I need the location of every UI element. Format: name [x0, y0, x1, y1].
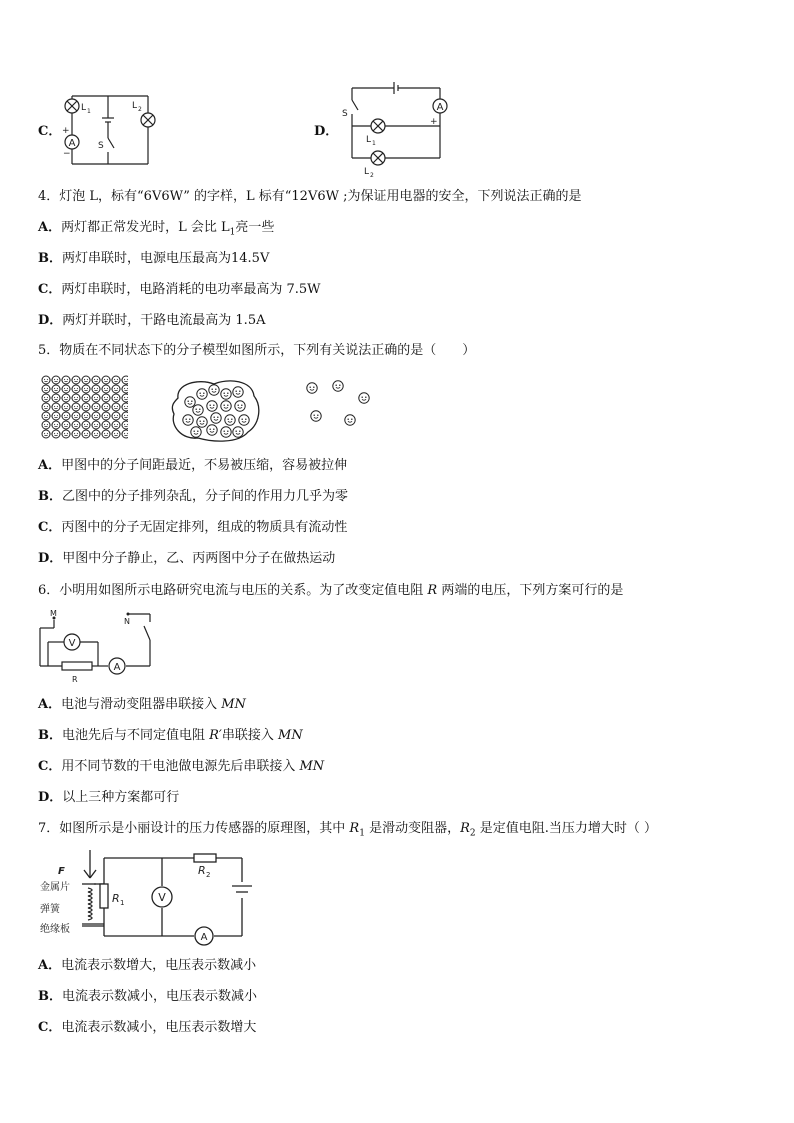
gas-molecule-model	[298, 380, 378, 430]
molecule-icon	[185, 397, 195, 407]
molecule-icon	[42, 385, 50, 393]
molecule-icon	[82, 385, 90, 393]
rheostat-r1-icon	[100, 884, 108, 908]
molecule-icon	[72, 403, 80, 411]
molecule-icon	[62, 430, 70, 438]
molecule-icon	[52, 430, 60, 438]
molecule-icon	[197, 417, 207, 427]
molecule-icon	[42, 403, 50, 411]
molecule-icon	[102, 394, 110, 402]
svg-text:F: F	[58, 866, 65, 877]
molecule-icon	[112, 376, 120, 384]
molecule-icon	[112, 403, 120, 411]
molecule-icon	[207, 401, 217, 411]
q4-option-d: D．两灯并联时，干路电流最高为 1.5A	[38, 313, 266, 328]
svg-text:弹簧: 弹簧	[40, 904, 60, 915]
molecule-icon	[122, 376, 128, 384]
ammeter-icon	[109, 658, 125, 674]
q3-option-d-label: D．	[314, 124, 339, 139]
lamp-l2-icon	[371, 151, 385, 165]
molecule-icon	[183, 415, 193, 425]
molecule-icon	[233, 427, 243, 437]
svg-text:2: 2	[206, 871, 211, 879]
svg-text:A: A	[113, 662, 121, 673]
molecule-icon	[72, 430, 80, 438]
molecule-icon	[82, 421, 90, 429]
molecule-icon	[102, 385, 110, 393]
q4-stem: 4．灯泡 L，标有“6V6W” 的字样，L 标有“12V6W ;为保证用电器的安全，下列说法正确的是	[38, 189, 582, 204]
molecule-icon	[92, 385, 100, 393]
molecule-icon	[72, 394, 80, 402]
molecule-icon	[92, 412, 100, 420]
molecule-icon	[102, 412, 110, 420]
molecule-icon	[62, 394, 70, 402]
molecule-icon	[42, 421, 50, 429]
molecule-icon	[42, 412, 50, 420]
resistor-r2-icon	[194, 854, 216, 862]
ammeter-icon	[65, 135, 79, 149]
svg-text:−: −	[63, 149, 71, 159]
molecule-icon	[209, 385, 219, 395]
q6-option-d: D．以上三种方案都可行	[38, 790, 180, 805]
molecule-icon	[307, 383, 317, 393]
molecule-icon	[359, 393, 369, 403]
q5-option-d: D．甲图中分子静止，乙、丙两图中分子在做热运动	[38, 551, 336, 566]
molecule-icon	[191, 427, 201, 437]
voltmeter-icon	[64, 634, 80, 650]
q6-circuit	[36, 608, 166, 686]
molecule-icon	[62, 376, 70, 384]
q4-option-b: B．两灯串联时，电源电压最高为14.5V	[38, 251, 270, 266]
svg-text:A: A	[200, 932, 208, 943]
ammeter-icon	[433, 99, 447, 113]
molecule-icon	[122, 394, 128, 402]
molecule-icon	[42, 430, 50, 438]
svg-text:绝缘板: 绝缘板	[40, 924, 70, 935]
svg-text:R: R	[198, 864, 206, 877]
molecule-icon	[82, 412, 90, 420]
molecule-icon	[221, 401, 231, 411]
lamp-l1-icon	[65, 99, 79, 113]
molecule-icon	[92, 403, 100, 411]
molecule-icon	[102, 403, 110, 411]
molecule-icon	[112, 385, 120, 393]
molecule-icon	[311, 411, 321, 421]
molecule-icon	[102, 376, 110, 384]
molecule-icon	[122, 421, 128, 429]
q4-option-c: C．两灯串联时，电路消耗的电功率最高为 7.5W	[38, 282, 321, 297]
q7-stem: 7．如图所示是小丽设计的压力传感器的原理图，其中 $R_1$ 是滑动变阻器，$R_2$ 是定值电阻.当压力增大时（ ）	[38, 821, 658, 839]
molecule-icon	[112, 412, 120, 420]
q5-option-a: A．甲图中的分子间距最近，不易被压缩，容易被拉伸	[38, 458, 348, 473]
molecule-icon	[52, 394, 60, 402]
molecule-icon	[112, 394, 120, 402]
q6-option-b: B．电池先后与不同定值电阻 R′串联接入 MN	[38, 728, 303, 743]
resistor-icon	[62, 662, 92, 670]
liquid-molecule-model	[168, 376, 264, 446]
molecule-icon	[92, 430, 100, 438]
molecule-icon	[62, 403, 70, 411]
q3-circuit-d	[334, 78, 454, 178]
svg-text:1: 1	[372, 140, 376, 147]
svg-text:金属片: 金属片	[40, 882, 70, 893]
molecule-icon	[122, 430, 128, 438]
molecule-icon	[122, 385, 128, 393]
molecule-icon	[225, 415, 235, 425]
q6-stem: 6．小明用如图所示电路研究电流与电压的关系。为了改变定值电阻 R 两端的电压，下列方案可行的是	[38, 583, 624, 598]
molecule-icon	[239, 415, 249, 425]
molecule-icon	[82, 430, 90, 438]
svg-text:S: S	[342, 109, 348, 119]
molecule-icon	[102, 430, 110, 438]
svg-text:L: L	[81, 103, 87, 113]
molecule-icon	[62, 412, 70, 420]
voltmeter-icon	[152, 887, 172, 907]
molecule-icon	[345, 415, 355, 425]
molecule-icon	[102, 421, 110, 429]
q3-circuit-c	[58, 86, 158, 168]
q5-option-c: C．丙图中的分子无固定排列，组成的物质具有流动性	[38, 520, 348, 535]
molecule-icon	[122, 403, 128, 411]
molecule-icon	[82, 403, 90, 411]
lamp-l1-icon	[371, 119, 385, 133]
q5-option-b: B．乙图中的分子排列杂乱，分子间的作用力几乎为零	[38, 489, 349, 504]
molecule-icon	[122, 412, 128, 420]
molecule-icon	[112, 430, 120, 438]
svg-text:S: S	[98, 141, 104, 151]
svg-text:A: A	[68, 138, 76, 149]
svg-text:+: +	[62, 126, 70, 136]
molecule-icon	[235, 401, 245, 411]
svg-text:N: N	[124, 617, 130, 626]
svg-text:V: V	[68, 638, 76, 649]
molecule-icon	[52, 385, 60, 393]
molecule-icon	[92, 421, 100, 429]
svg-text:1: 1	[87, 108, 91, 115]
lamp-l2-icon	[141, 113, 155, 127]
molecule-icon	[42, 376, 50, 384]
svg-text:2: 2	[370, 172, 374, 178]
molecule-icon	[82, 376, 90, 384]
molecule-icon	[62, 421, 70, 429]
molecule-icon	[92, 394, 100, 402]
ammeter-icon	[195, 927, 213, 945]
svg-text:1: 1	[120, 899, 125, 907]
molecule-icon	[221, 389, 231, 399]
molecule-icon	[52, 421, 60, 429]
molecule-icon	[82, 394, 90, 402]
svg-text:2: 2	[138, 106, 142, 113]
solid-molecule-model	[40, 374, 128, 440]
molecule-icon	[52, 412, 60, 420]
molecule-icon	[52, 403, 60, 411]
svg-text:V: V	[158, 891, 166, 904]
q5-stem: 5．物质在不同状态下的分子模型如图所示，下列有关说法正确的是（ ）	[38, 343, 476, 358]
svg-text:+: +	[430, 117, 438, 127]
svg-text:L: L	[132, 101, 138, 111]
molecule-icon	[333, 381, 343, 391]
svg-text:L: L	[366, 135, 372, 145]
molecule-icon	[112, 421, 120, 429]
molecule-icon	[52, 376, 60, 384]
molecule-icon	[197, 389, 207, 399]
molecule-icon	[42, 394, 50, 402]
molecule-icon	[72, 412, 80, 420]
svg-text:A: A	[436, 102, 444, 113]
q7-option-a: A．电流表示数增大，电压表示数减小	[38, 958, 257, 973]
q6-option-a: A．电池与滑动变阻器串联接入 MN	[38, 697, 246, 712]
molecule-icon	[211, 413, 221, 423]
q7-option-b: B．电流表示数减小，电压表示数减小	[38, 989, 258, 1004]
molecule-icon	[193, 405, 203, 415]
svg-text:R: R	[72, 675, 78, 684]
svg-text:R: R	[112, 892, 120, 905]
q4-option-a: A．两灯都正常发光时，L 会比 $L_1$亮一些	[38, 220, 275, 238]
svg-text:L: L	[364, 167, 370, 177]
molecule-icon	[233, 387, 243, 397]
molecule-icon	[72, 385, 80, 393]
svg-text:M: M	[50, 609, 57, 618]
q7-option-c: C．电流表示数减小，电压表示数增大	[38, 1020, 257, 1035]
q3-option-c-label: C．	[38, 124, 62, 139]
molecule-icon	[92, 376, 100, 384]
molecule-icon	[221, 427, 231, 437]
molecule-icon	[72, 421, 80, 429]
q6-option-c: C．用不同节数的干电池做电源先后串联接入 MN	[38, 759, 325, 774]
q7-pressure-sensor-circuit	[38, 846, 256, 946]
molecule-icon	[62, 385, 70, 393]
molecule-icon	[72, 376, 80, 384]
molecule-icon	[207, 425, 217, 435]
